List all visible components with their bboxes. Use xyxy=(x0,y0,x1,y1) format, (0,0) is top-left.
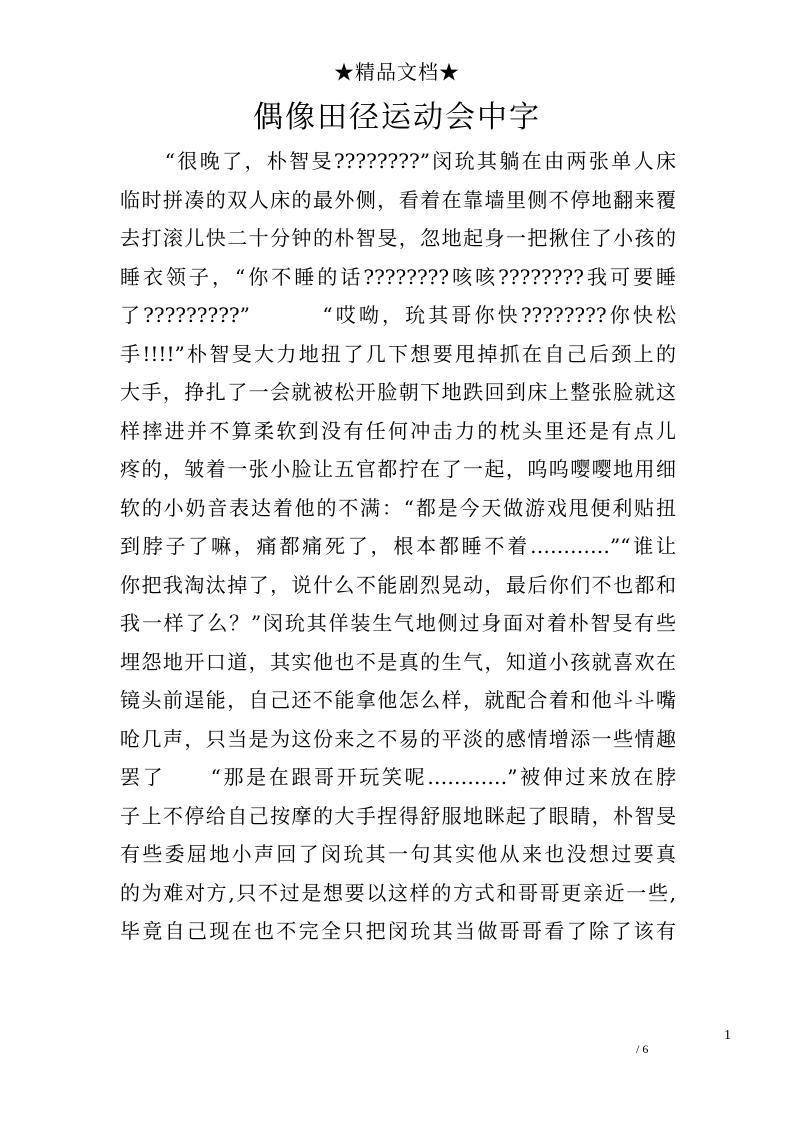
text-line: 到脖子了嘛，痛都痛死了，根本都睡不着…………”“谁让 xyxy=(120,534,676,558)
text-line: 样摔进并不算柔软到没有任何冲击力的枕头里还是有点儿 xyxy=(120,418,676,443)
page-number: 1 xyxy=(724,1028,731,1043)
text-line: 疼的，皱着一张小脸让五官都拧在了一起，呜呜嘤嘤地用细 xyxy=(120,457,676,481)
text-line: 毕竟自己现在也不完全只把闵玧其当做哥哥看了除了该有 xyxy=(120,919,676,943)
text-line: 呛几声，只当是为这份来之不易的平淡的感情增添一些情趣 xyxy=(120,726,676,751)
text-line: 罢了 “那是在跟哥开玩笑呢…………”被伸过来放在脖 xyxy=(120,765,676,789)
body-text xyxy=(120,142,676,951)
text-line: 子上不停给自己按摩的大手捏得舒服地眯起了眼睛，朴智旻 xyxy=(120,803,676,828)
text-line: 你把我淘汰掉了，说什么不能剧烈晃动，最后你们不也都和 xyxy=(120,572,676,597)
text-line: 去打滚儿快二十分钟的朴智旻，忽地起身一把揪住了小孩的 xyxy=(120,226,676,250)
document-header: ★精品文档★ xyxy=(334,60,460,84)
text-line: 埋怨地开口道，其实他也不是真的生气，知道小孩就喜欢在 xyxy=(120,649,676,674)
text-line: 有些委屈地小声回了闵玧其一句其实他从来也没想过要真 xyxy=(120,842,676,866)
text-line: 镜头前逞能，自己还不能拿他怎么样，就配合着和他斗斗嘴 xyxy=(120,688,676,712)
text-line: 大手，挣扎了一会就被松开脸朝下地跌回到床上整张脸就这 xyxy=(120,380,676,404)
document-title: 偶像田径运动会中字 xyxy=(253,100,541,135)
text-line: 的为难对方,只不过是想要以这样的方式和哥哥更亲近一些, xyxy=(120,880,676,905)
text-line: 软的小奶音表达着他的不满：“都是今天做游戏甩便利贴扭 xyxy=(120,495,676,520)
text-line: 我一样了么？”闵玧其佯装生气地侧过身面对着朴智旻有些 xyxy=(120,611,676,635)
text-line: 睡衣领子，“你不睡的话????????咳咳????????我可要睡 xyxy=(120,264,676,289)
text-line: 临时拼凑的双人床的最外侧，看着在靠墙里侧不停地翻来覆 xyxy=(120,187,676,212)
text-line: 了?????????” “哎呦，玧其哥你快????????你快松 xyxy=(120,303,676,327)
text-line: “很晚了，朴智旻????????”闵玧其躺在由两张单人床 xyxy=(120,149,676,173)
page-total: / 6 xyxy=(636,1042,649,1056)
text-line: 手!!!!”朴智旻大力地扭了几下想要甩掉抓在自己后颈上的 xyxy=(120,341,676,366)
